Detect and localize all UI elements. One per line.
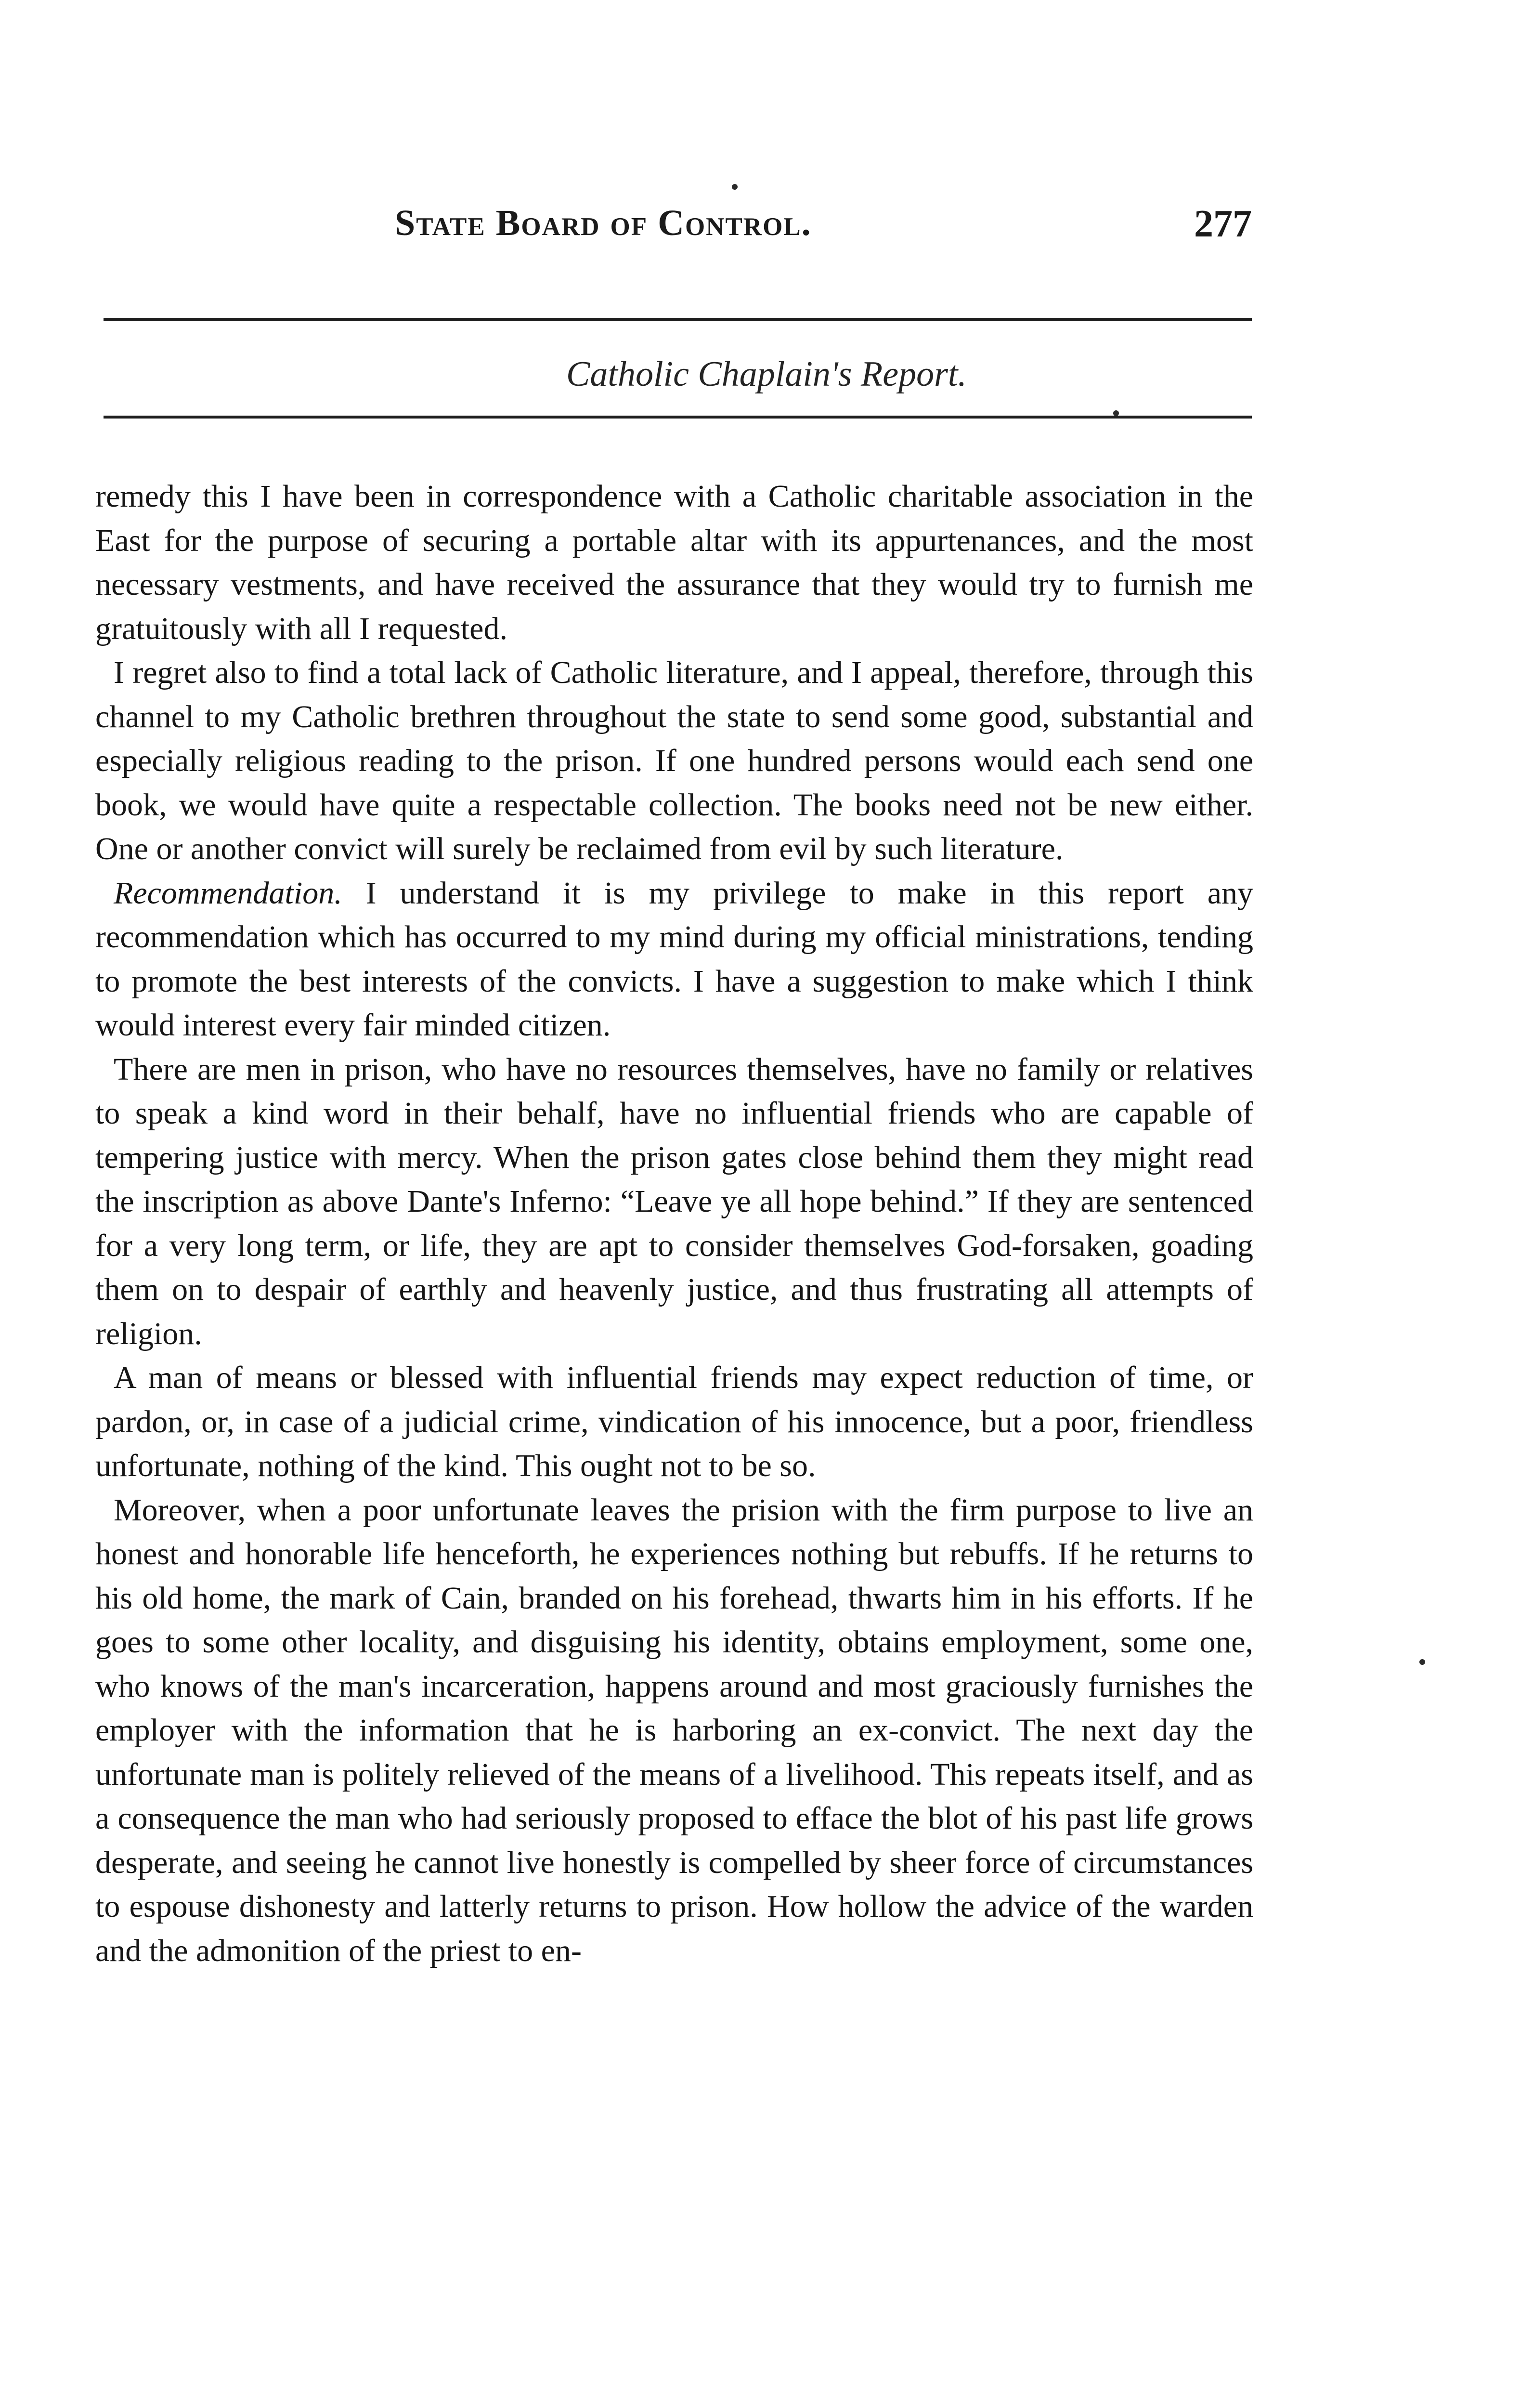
header-rule-bottom xyxy=(104,416,1252,419)
paragraph-5 xyxy=(95,1356,1253,1488)
body-text xyxy=(95,474,1253,1973)
paragraph-4 xyxy=(95,1047,1253,1356)
page-number: 277 xyxy=(1194,203,1252,245)
paragraph-1 xyxy=(95,474,1253,651)
print-speck xyxy=(732,184,738,190)
paragraph-text: remedy this I have been in correspondence with a Catholic charitable association in the East for the purpose of securing a portable altar with its appurtenances, and the most necessary vestments, and have received the assurance that they would try to furnish me gratuitously with all I requested. xyxy=(95,479,1253,646)
running-header-title: State Board of Control. xyxy=(395,203,812,243)
header-rule-top xyxy=(104,318,1252,321)
section-title: Catholic Chaplain's Report. xyxy=(566,354,967,394)
recommendation-label: Recommendation. xyxy=(114,875,342,911)
paragraph-text: Moreover, when a poor unfortunate leaves the prision with the firm purpose to live an honest and honorable life henceforth, he experiences nothing but rebuffs. If he returns to his old home, the mark of Cain, branded on his forehead, thwarts him in his efforts. If he goes to some other locality, and disguising his identity, obtains employment, some one, who knows of the man's incarceration, happens around and most graciously furnishes the employer with the information that he is harboring an ex-convict. The next day the unfortunate man is politely relieved of the means of a livelihood. This repeats itself, and as a consequence the man who had seriously proposed to efface the blot of his past life grows desperate, and seeing he cannot live honestly is compelled by sheer force of circumstances to espouse dishonesty and latterly returns to prison. How hollow the advice of the warden and the admonition of the priest to en- xyxy=(95,1492,1253,1968)
paragraph-2 xyxy=(95,651,1253,871)
print-speck xyxy=(1113,410,1119,416)
paragraph-text: I understand it is my privilege to make in this report any recommendation which has occurred to my mind during my official ministrations, tending to promote the best interests of the convicts. I have a suggestion to make which I think would interest every fair minded citizen. xyxy=(95,875,1253,1043)
paragraph-text: A man of means or blessed with influential friends may expect reduction of time, or pardon, or, in case of a judicial crime, vindication of his innocence, but a poor, friendless unfortunate, nothing of the kind. This ought not to be so. xyxy=(95,1360,1253,1483)
paragraph-6 xyxy=(95,1488,1253,1973)
print-speck xyxy=(1419,1659,1425,1665)
paragraph-3 xyxy=(95,871,1253,1047)
paragraph-text: There are men in prison, who have no resources themselves, have no family or relatives to speak a kind word in their behalf, have no influential friends who are capable of tempering justice with mercy. When the prison gates close behind them they might read the inscription as above Dante's Inferno: “Leave ye all hope behind.” If they are sentenced for a very long term, or life, they are apt to consider themselves God-forsaken, goading them on to despair of earthly and heavenly justice, and thus frustrating all attempts of religion. xyxy=(95,1051,1253,1351)
paragraph-text: I regret also to find a total lack of Catholic literature, and I appeal, therefore, through this channel to my Catholic brethren throughout the state to send some good, substantial and especially religious reading to the prison. If one hundred persons would each send one book, we would have quite a respectable collection. The books need not be new either. One or another convict will surely be reclaimed from evil by such literature. xyxy=(95,655,1253,866)
